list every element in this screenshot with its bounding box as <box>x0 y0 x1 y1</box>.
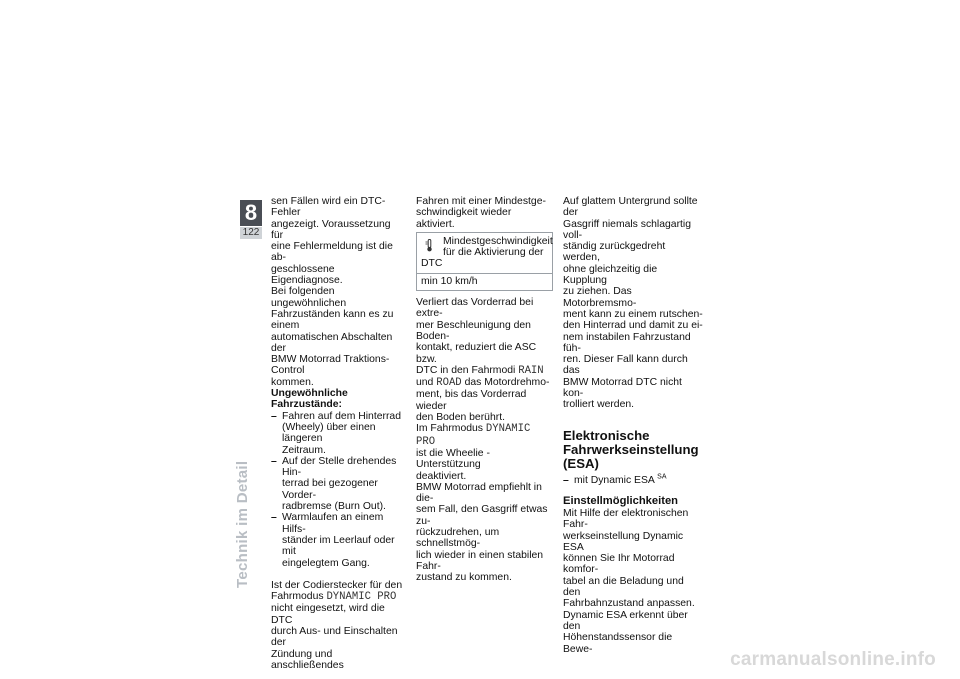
watermark: carmanualsonline.info <box>730 649 936 670</box>
list-item: – mit Dynamic ESA $^{SA}$ <box>563 475 703 486</box>
chapter-title: Technik im Detail <box>234 460 251 588</box>
list-item: – Auf der Stelle drehendes Hin- terrad bei gezogener Vorder- radbremse (Burn Out). <box>271 456 404 512</box>
special-equipment-marker: SA <box>657 473 667 481</box>
option-list <box>563 475 703 486</box>
text-column-1 <box>271 196 404 671</box>
section-heading-esa: Elektronische Fahrwerkseinstellung (ESA) <box>563 427 699 471</box>
min-speed-table-header: Mindestgeschwindigkeit für die Aktivierung der DTC <box>417 233 552 274</box>
unusual-conditions-heading: Ungewöhnliche Fahrzustände: <box>271 388 348 411</box>
intro-paragraph: sen Fällen wird ein DTC-Fehler angezeigt. Voraussetzung für eine Fehlermeldung ist die ab- geschlossene Eigendiagnose. Bei folgenden ungewöhnlichen Fahrzuständen kann es zu einem automatischen Abschalten der BMW Motorrad Traktions-Control kommen. <box>271 196 394 388</box>
min-speed-table <box>416 232 553 291</box>
mode-dynamic-pro: DYNAMIC PRO <box>326 591 397 604</box>
mode-rain: RAIN <box>518 364 544 377</box>
list-item: – Fahren auf dem Hinterrad (Wheely) über einen längeren Zeitraum. <box>271 411 404 456</box>
esa-paragraph: Mit Hilfe der elektronischen Fahr- werkseinstellung Dynamic ESA können Sie Ihr Motorrad komfor- tabel an die Beladung und den Fahrbahnzustand anpassen. Dynamic ESA erkennt über den Höhenstandssensor die Bewe- <box>563 507 695 655</box>
slippery-surface-paragraph: Auf glattem Untergrund sollte der Gasgriff niemals schlagartig voll- ständig zurückgedreht werden, ohne gleichzeitig die Kupplung zu ziehen. Das Motorbremsmo- ment kann zu einem rutschen- den Hinterrad und damit zu ei- nem instabilen Fahrzustand füh- ren. Dieser Fall kann durch das BMW Motorrad DTC nicht kon- trolliert werden. <box>563 196 703 411</box>
chapter-number: 8 <box>240 200 262 226</box>
text-column-3 <box>563 196 703 655</box>
sub-heading-settings: Einstellmöglichkeiten <box>563 494 679 507</box>
mode-road: ROAD <box>436 377 462 390</box>
text-column-2 <box>416 196 552 584</box>
list-item: – Warmlaufen an einem Hilfs- ständer im Leerlauf oder mit eingelegtem Gang. <box>271 512 404 568</box>
coding-plug-paragraph: Ist der Codierstecker für den Fahrmodus DYNAMIC PRO nicht eingesetzt, wird die DTC durch Aus- und Einschalten der Zündung und anschließendes <box>271 579 403 671</box>
front-wheel-paragraph: Verliert das Vorderrad bei extre- mer Beschleunigung den Boden- kontakt, reduziert die ASC bzw. DTC in den Fahrmodi RAIN und ROAD das Motordrehmo- ment, bis das Vorderrad wieder den Boden berührt. Im Fahrmodus DYNAMIC PRO ist die Wheelie -Unterstützung deaktiviert. BMW Motorrad empfiehlt in die- sem Fall, den Gasgriff etwas zu- rückzudrehen, um schnellstmög- lich wieder in einen stabilen Fahr- zustand zu kommen. <box>416 297 550 584</box>
min-speed-value: min 10 km/h <box>421 275 478 287</box>
unusual-conditions-list <box>271 411 404 569</box>
page-number: 122 <box>240 227 262 239</box>
thermometer-icon <box>425 239 434 252</box>
mode-dynamic-pro: DYNAMIC PRO <box>416 423 531 448</box>
reactivation-paragraph: Fahren mit einer Mindestge- schwindigkeit wieder aktiviert. <box>416 196 546 230</box>
chapter-sidebar <box>234 192 268 588</box>
